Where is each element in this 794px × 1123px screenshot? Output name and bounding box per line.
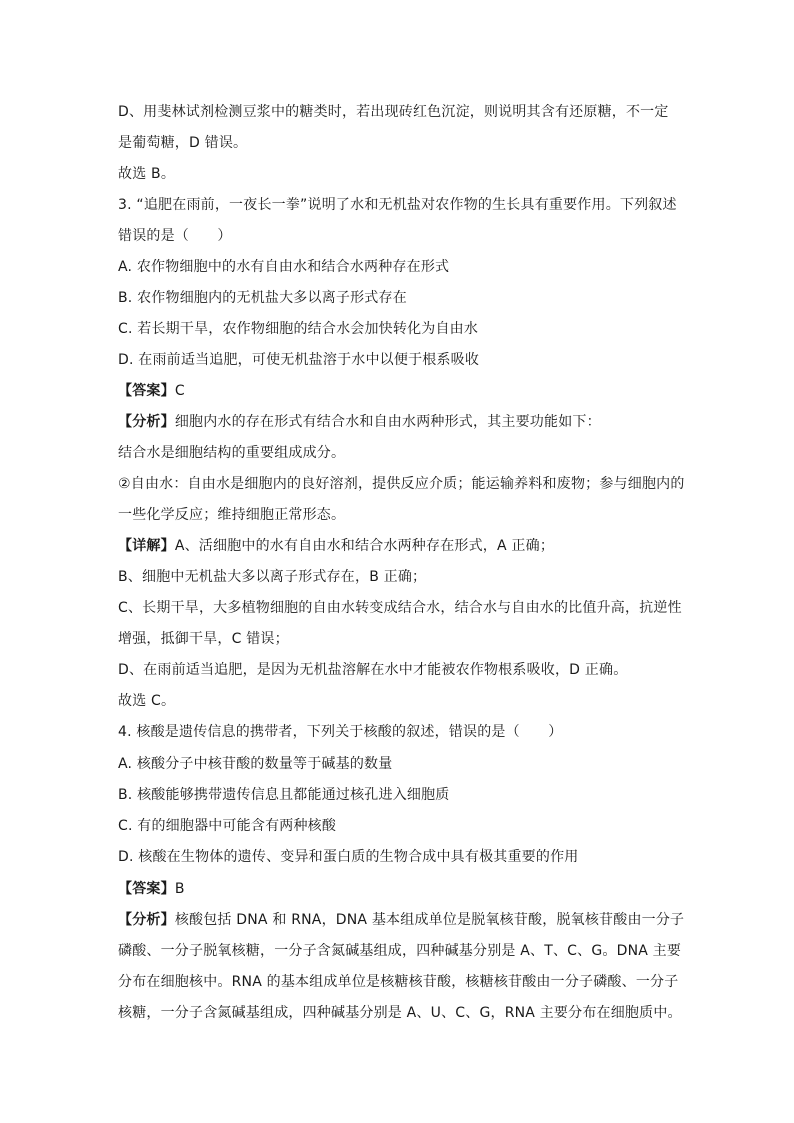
question-3-detail xyxy=(118,537,554,555)
question-4-answer xyxy=(118,880,185,898)
question-3-option-b: B. 农作物细胞内的无机盐大多以离子形式存在 xyxy=(118,290,407,306)
detail-tag: 【详解】 xyxy=(118,538,175,554)
text-line: 核糖，一分子含氮碱基组成，四种碱基分别是 A、U、C、G，RNA 主要分布在细胞质中。 xyxy=(118,1005,682,1021)
question-3-stem-cont: 错误的是（ ） xyxy=(118,228,232,244)
text-line: 一些化学反应；维持细胞正常形态。 xyxy=(118,507,346,523)
question-4-option-d: D. 核酸在生物体的遗传、变异和蛋白质的生物合成中具有极其重要的作用 xyxy=(118,849,579,865)
text-line: C、长期干旱，大多植物细胞的自由水转变成结合水，结合水与自由水的比值升高，抗逆性 xyxy=(118,600,682,616)
text-line: ②自由水：自由水是细胞内的良好溶剂，提供反应介质；能运输养料和废物；参与细胞内的 xyxy=(118,476,685,492)
answer-value: B xyxy=(174,881,185,897)
analysis-text: 细胞内水的存在形式有结合水和自由水两种形式，其主要功能如下： xyxy=(174,414,601,430)
text-line: D、在雨前适当追肥，是因为无机盐溶解在水中才能被农作物根系吸收，D 正确。 xyxy=(118,662,628,678)
question-3-option-d: D. 在雨前适当追肥，可使无机盐溶于水中以便于根系吸收 xyxy=(118,352,480,368)
text-line: 结合水是细胞结构的重要组成成分。 xyxy=(118,445,346,461)
analysis-tag: 【分析】 xyxy=(118,912,175,928)
detail-text: A、活细胞中的水有自由水和结合水两种存在形式，A 正确； xyxy=(174,538,555,554)
text-line: B、细胞中无机盐大多以离子形式存在，B 正确； xyxy=(118,569,427,585)
question-4-analysis xyxy=(118,911,684,929)
question-4-stem: 4. 核酸是遗传信息的携带者，下列关于核酸的叙述，错误的是（ ） xyxy=(118,724,563,740)
text-line: 故选 C。 xyxy=(118,693,176,709)
answer-value: C xyxy=(174,383,185,399)
question-3-option-a: A. 农作物细胞中的水有自由水和结合水两种存在形式 xyxy=(118,259,450,275)
text-line: 分布在细胞核中。RNA 的基本组成单位是核糖核苷酸，核糖核苷酸由一分子磷酸、一分子 xyxy=(118,974,679,990)
question-3-option-c: C. 若长期干旱，农作物细胞的结合水会加快转化为自由水 xyxy=(118,321,479,337)
question-3-analysis xyxy=(118,413,601,431)
text-line: 故选 B。 xyxy=(118,166,176,182)
text-line: 磷酸、一分子脱氧核糖，一分子含氮碱基组成，四种碱基分别是 A、T、C、G。DNA 主要 xyxy=(118,943,682,959)
answer-tag: 【答案】 xyxy=(118,881,175,897)
text-line: 增强，抵御干旱，C 错误； xyxy=(118,631,289,647)
answer-tag: 【答案】 xyxy=(118,383,175,399)
question-3-stem: 3. “追肥在雨前，一夜长一拳”说明了水和无机盐对农作物的生长具有重要作用。下列叙述 xyxy=(118,197,677,213)
analysis-tag: 【分析】 xyxy=(118,414,175,430)
text-line: D、用斐林试剂检测豆浆中的糖类时，若出现砖红色沉淀，则说明其含有还原糖，不一定 xyxy=(118,104,669,120)
question-4-option-a: A. 核酸分子中核苷酸的数量等于碱基的数量 xyxy=(118,756,393,772)
question-4-option-b: B. 核酸能够携带遗传信息且都能通过核孔进入细胞质 xyxy=(118,787,450,803)
question-4-option-c: C. 有的细胞器中可能含有两种核酸 xyxy=(118,818,337,834)
question-3-answer xyxy=(118,382,185,400)
analysis-text: 核酸包括 DNA 和 RNA，DNA 基本组成单位是脱氧核苷酸，脱氧核苷酸由一分子 xyxy=(174,912,685,928)
text-line: 是葡萄糖，D 错误。 xyxy=(118,135,248,151)
